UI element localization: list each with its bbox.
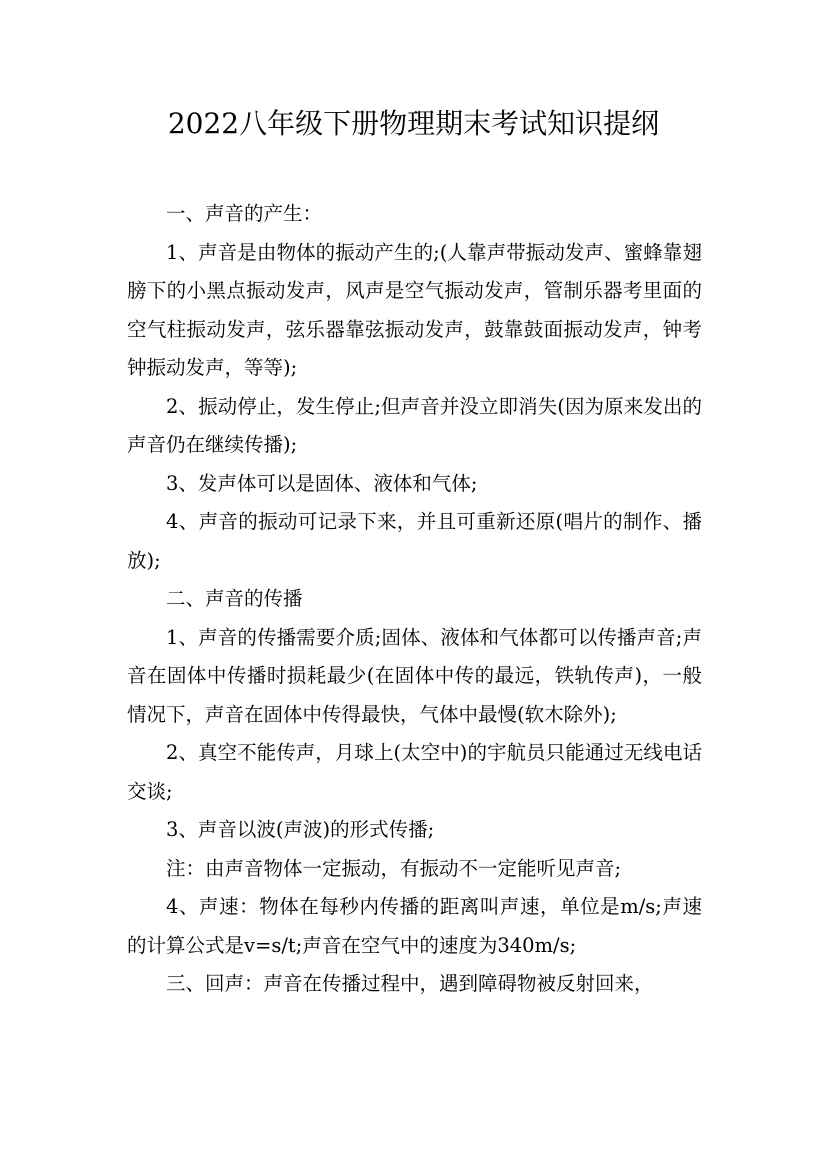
paragraph: 4、声音的振动可记录下来，并且可重新还原(唱片的制作、播放); <box>127 510 702 572</box>
section-heading-echo: 三、回声：声音在传播过程中，遇到障碍物被反射回来， <box>166 972 654 995</box>
note-paragraph: 注：由声音物体一定振动，有振动不一定能听见声音; <box>166 856 622 880</box>
paragraph: 3、声音以波(声波)的形式传播; <box>166 818 435 841</box>
paragraph: 2、真空不能传声，月球上(太空中)的宇航员只能通过无线电话交谈; <box>127 741 702 803</box>
section-heading-sound-production: 一、声音的产生： <box>166 202 323 225</box>
document-body <box>127 195 702 1004</box>
paragraph: 3、发声体可以是固体、液体和气体; <box>166 471 478 495</box>
document-title: 2022八年级下册物理期末考试知识提纲 <box>167 107 660 140</box>
paragraph: 1、声音的传播需要介质;固体、液体和气体都可以传播声音;声音在固体中传播时损耗最少(在固体中传的最远，铁轨传声)，一般情况下，声音在固体中传得最快，气体中最慢(软木除外); <box>127 625 702 726</box>
paragraph: 2、振动停止，发生停止;但声音并没立即消失(因为原来发出的声音仍在继续传播); <box>127 394 702 456</box>
paragraph: 1、声音是由物体的振动产生的;(人靠声带振动发声、蜜蜂靠翅膀下的小黑点振动发声，风声是空气振动发声，管制乐器考里面的空气柱振动发声，弦乐器靠弦振动发声，鼓靠鼓面振动发声，钟考钟振动发声，等等); <box>127 240 702 379</box>
paragraph: 4、声速：物体在每秒内传播的距离叫声速，单位是m/s;声速的计算公式是v=s/t;声音在空气中的速度为340m/s; <box>127 895 702 957</box>
section-heading-sound-propagation: 二、声音的传播 <box>166 587 303 610</box>
